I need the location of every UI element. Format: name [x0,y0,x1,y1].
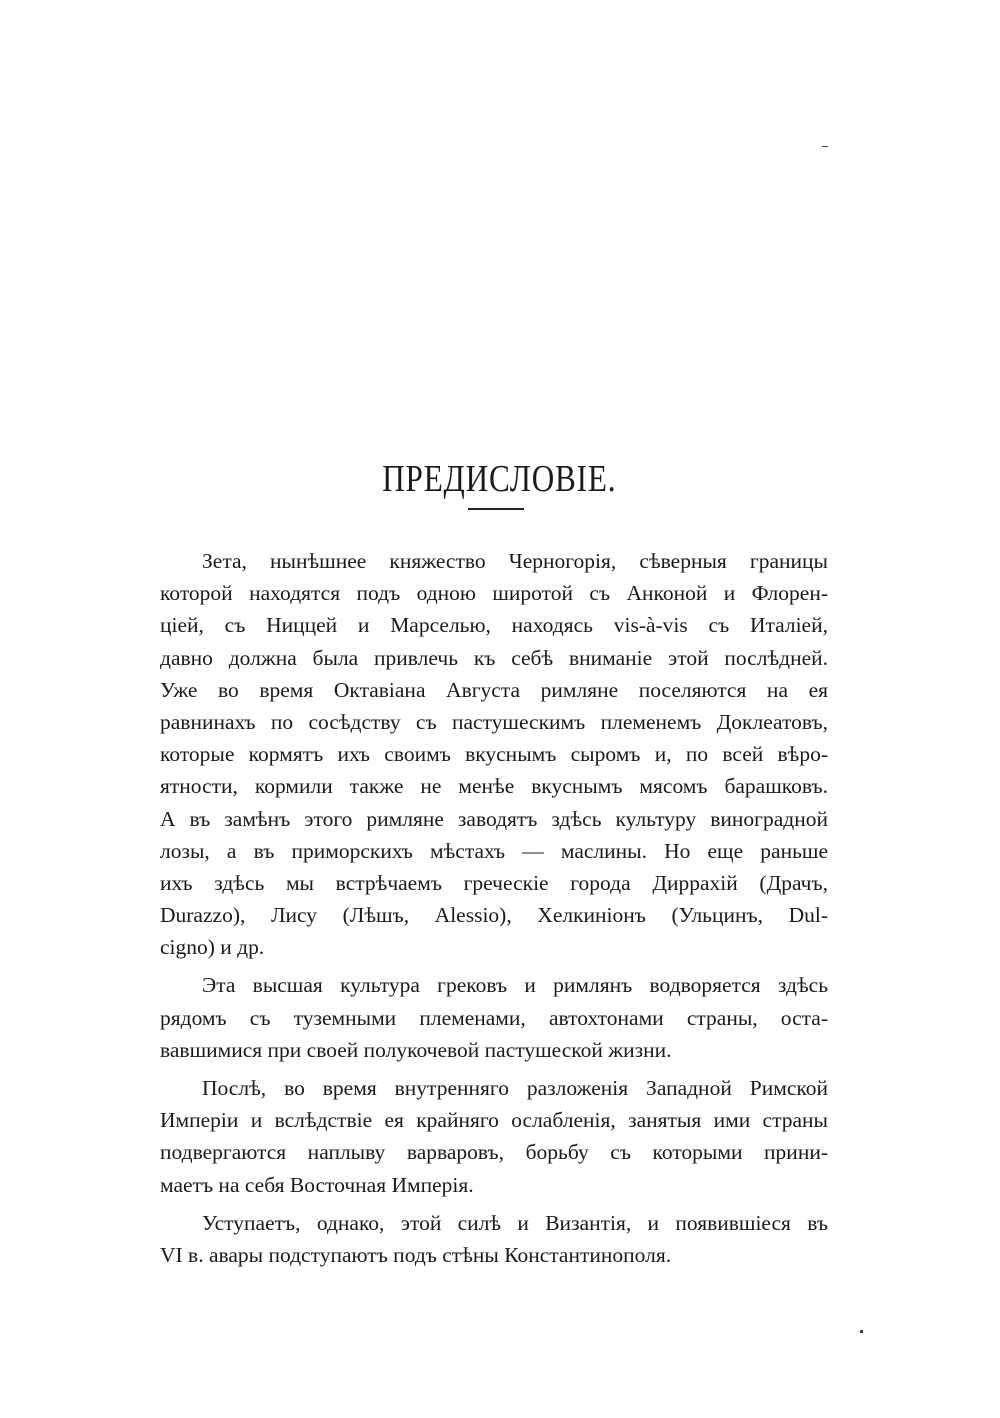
text-line: равнинахъ по сосѣдству съ пастушескимъ племенемъ Доклеатовъ, [160,709,828,734]
text-line: которые кормятъ ихъ своимъ вкуснымъ сыромъ и, по всей вѣро- [160,742,828,767]
text-line: рядомъ съ туземными племенами, автохтонами страны, оста- [160,1005,828,1030]
text-line: Уступаетъ, однако, этой силѣ и Византія, и появившіеся въ [202,1210,828,1235]
paragraph-3 [160,1072,828,1201]
text-line: Зета, нынѣшнее княжество Черногорія, сѣверныя границы [202,549,828,573]
paragraph-2 [160,969,828,1066]
text-line: давно должна была привлечь къ себѣ вниманіе этой послѣдней. [160,645,828,670]
text-line: ціей, съ Ниццей и Марселью, находясь vis-à-vis съ Италіей, [160,613,828,638]
paragraph-4 [160,1207,828,1271]
text-line: Уже во время Октавіана Августа римляне поселяются на ея [160,677,828,702]
text-line: которой находятся подъ одною широтой съ Анконой и Флорен- [160,581,828,606]
preface-body [160,545,828,1271]
title-divider [468,508,524,510]
text-line: ихъ здѣсь мы встрѣчаемъ греческіе города Диррахій (Драчъ, [160,870,828,895]
text-line: лозы, а въ приморскихъ мѣстахъ — маслины. Но еще раньше [160,838,828,863]
page-speck [860,1330,863,1333]
text-line: маетъ на себя Восточная Имперія. [160,1172,474,1197]
page-speck [822,146,828,147]
text-line: cigno) и др. [160,935,265,960]
text-line: Durazzo), Лису (Лѣшъ, Alessio), Хелкиніонъ (Ульцинъ, Dul- [160,903,828,928]
page-title: ПРЕДИСЛОВІЕ. [382,458,617,501]
text-line: А въ замѣнъ этого римляне заводятъ здѣсь культуру виноградной [160,806,828,831]
text-line: Имперіи и вслѣдствіе ея крайняго ослабленія, занятыя ими страны [160,1108,828,1133]
text-line: ятности, кормили также не менѣе вкуснымъ мясомъ барашковъ. [160,774,828,799]
text-line: Послѣ, во время внутренняго разложенія Западной Римской [202,1076,828,1100]
text-line: подвергаются наплыву варваровъ, борьбу съ которыми прини- [160,1140,828,1165]
text-line: Эта высшая культура грековъ и римлянъ водворяется здѣсь [202,973,828,998]
text-line: вавшимися при своей полукочевой пастушеской жизни. [160,1037,672,1062]
text-line: VI в. авары подступаютъ подъ стѣны Константинополя. [160,1242,672,1267]
paragraph-1 [160,545,828,963]
